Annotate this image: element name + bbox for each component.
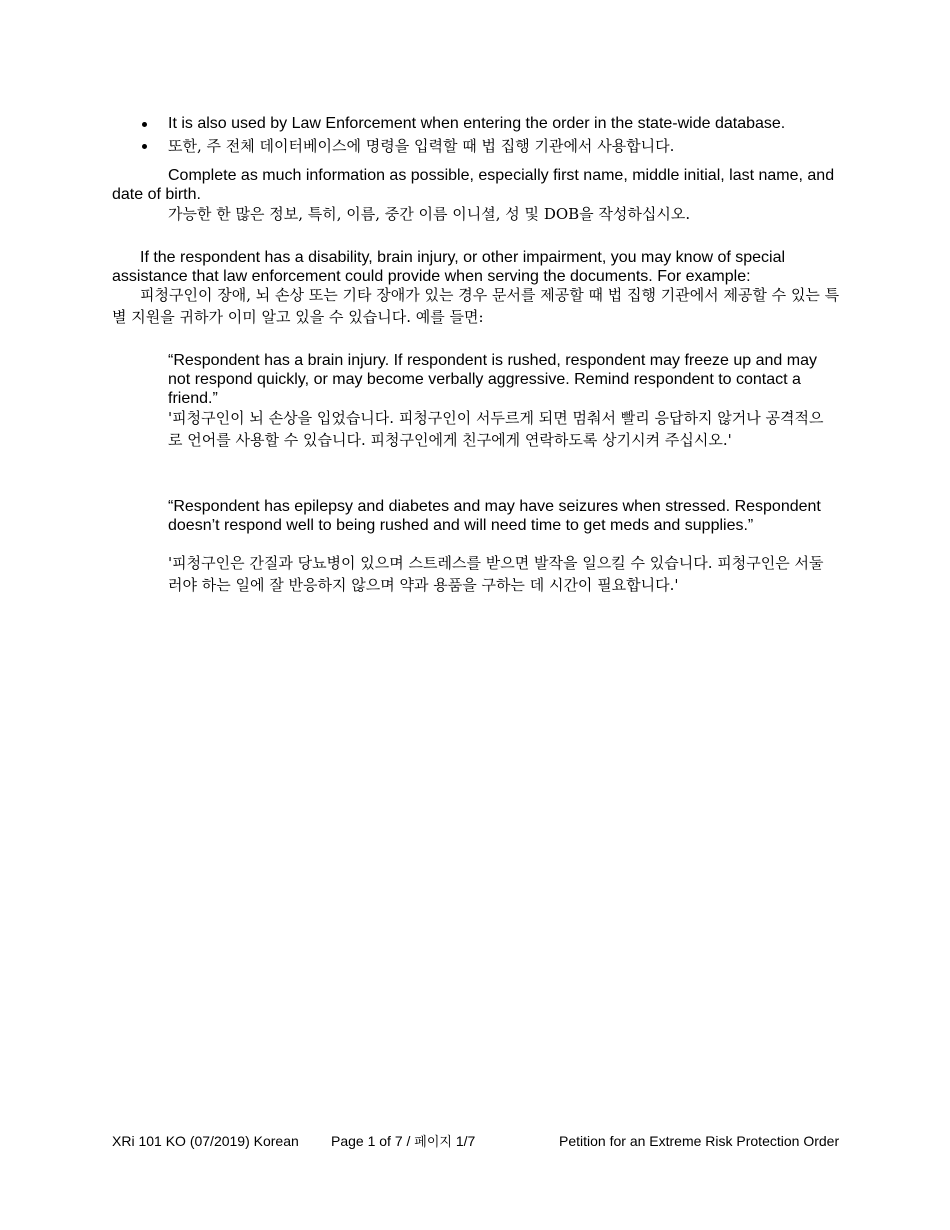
footer-page-ko: 페이지 bbox=[414, 1135, 452, 1150]
footer-page-en: Page 1 of 7 / bbox=[331, 1133, 411, 1149]
bullet-icon bbox=[142, 122, 147, 127]
footer-form-id: XRi 101 KO (07/2019) Korean bbox=[112, 1133, 299, 1149]
example-1-en: “Respondent has a brain injury. If respondent is rushed, respondent may freeze up and may not respond quickly, or may become verbally aggressive. Remind respondent to contact a friend.” bbox=[168, 352, 817, 407]
list-item bbox=[140, 114, 860, 133]
footer-page-num: 1/7 bbox=[455, 1133, 476, 1149]
example-1-ko: '피청구인이 뇌 손상을 입었습니다. 피청구인이 서두르게 되면 멈춰서 빨리 응답하지 않거나 공격적으로 언어를 사용할 수 있습니다. 피청구인에게 친구에게 연락하도록 상기시켜 주십시오.' bbox=[168, 409, 824, 449]
disability-en: If the respondent has a disability, brain injury, or other impairment, you may know of special assistance that law enforcement could provide when serving the documents. For example: bbox=[112, 249, 786, 285]
footer-page-number bbox=[331, 1133, 475, 1151]
bullet-list bbox=[140, 114, 860, 159]
example-2-en: “Respondent has epilepsy and diabetes and may have seizures when stressed. Respondent doesn’t respond well to being rushed and will need time to get meds and supplies.” bbox=[168, 498, 821, 534]
bullet-icon bbox=[142, 144, 147, 149]
footer-doc-title: Petition for an Extreme Risk Protection Order bbox=[559, 1133, 840, 1149]
bullet-text-ko: 또한, 주 전체 데이터베이스에 명령을 입력할 때 법 집행 기관에서 사용합니다. bbox=[168, 137, 675, 155]
bullet-text-en: It is also used by Law Enforcement when entering the order in the state-wide database. bbox=[168, 115, 786, 132]
list-item bbox=[140, 135, 860, 157]
complete-info-en: Complete as much information as possible, especially first name, middle initial, last name, and date of birth. bbox=[112, 167, 835, 203]
complete-info-ko: 가능한 한 많은 정보, 특히, 이름, 중간 이름 이니셜, 성 및 DOB을 작성하십시오. bbox=[168, 205, 691, 223]
disability-ko: 피청구인이 장애, 뇌 손상 또는 기타 장애가 있는 경우 문서를 제공할 때 법 집행 기관에서 제공할 수 있는 특별 지원을 귀하가 이미 알고 있을 수 있습니다. 예를 들면: bbox=[112, 286, 840, 326]
example-2-ko: '피청구인은 간질과 당뇨병이 있으며 스트레스를 받으면 발작을 일으킬 수 있습니다. 피청구인은 서둘러야 하는 일에 잘 반응하지 않으며 약과 용품을 구하는 데 시간이 필요합니다.' bbox=[168, 554, 824, 594]
